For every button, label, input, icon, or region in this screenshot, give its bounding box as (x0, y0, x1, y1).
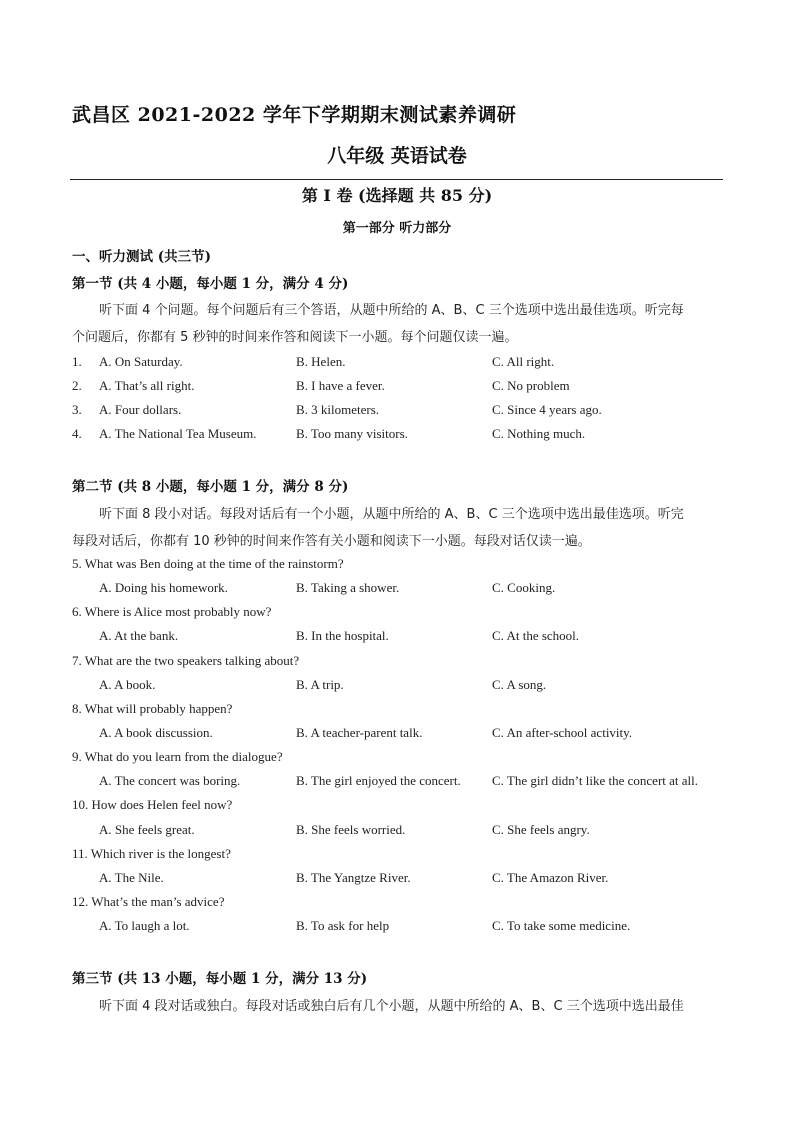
option-b: B. A teacher-parent talk. (296, 725, 423, 740)
exam-title: 武昌区 2021-2022 学年下学期期末测试素养调研 (72, 104, 517, 126)
question-text: 11. Which river is the longest? (72, 846, 231, 861)
title-divider (70, 179, 723, 180)
listening-section-heading: 一、听力测试 (共三节) (72, 249, 211, 265)
item-number: 3. (72, 402, 82, 417)
section1-instructions-line2: 个问题后，你都有 5 秒钟的时间来作答和阅读下一小题。每个问题仅读一遍。 (72, 330, 518, 345)
option-a: A. She feels great. (99, 822, 195, 837)
option-c: C. No problem (492, 378, 570, 393)
section2-instructions-line2: 每段对话后，你都有 10 秒钟的时间来作答有关小题和阅读下一小题。每段对话仅读一遍。 (72, 534, 591, 549)
option-b: B. A trip. (296, 677, 344, 692)
item-number: 4. (72, 426, 82, 441)
option-a: A. The concert was boring. (99, 773, 241, 788)
option-a: A. The Nile. (99, 870, 164, 885)
section1-instructions-line1: 听下面 4 个问题。每个问题后有三个答语，从题中所给的 A、B、C 三个选项中选出最佳选项。听完每 (99, 303, 684, 318)
volume-heading: 第 I 卷 (选择题 共 85 分) (301, 186, 493, 205)
option-b: B. 3 kilometers. (296, 402, 380, 417)
option-b: B. She feels worried. (296, 822, 406, 837)
option-c: C. Cooking. (492, 580, 556, 595)
question-text: 6. Where is Alice most probably now? (72, 604, 272, 619)
section2-instructions-line1: 听下面 8 段小对话。每段对话后有一个小题，从题中所给的 A、B、C 三个选项中选出最佳选项。听完 (99, 507, 684, 522)
option-a: A. A book discussion. (99, 725, 213, 740)
exam-subtitle: 八年级 英语试卷 (327, 145, 467, 167)
question-text: 7. What are the two speakers talking about? (72, 653, 300, 668)
item-number: 1. (72, 354, 82, 369)
option-b: B. Helen. (296, 354, 346, 369)
option-b: B. The Yangtze River. (296, 870, 411, 885)
option-c: C. The girl didn’t like the concert at all. (492, 773, 699, 788)
option-c: C. Since 4 years ago. (492, 402, 602, 417)
question-text: 5. What was Ben doing at the time of the rainstorm? (72, 556, 344, 571)
section1-heading: 第一节 (共 4 小题，每小题 1 分，满分 4 分) (72, 276, 349, 292)
part-heading: 第一部分 听力部分 (342, 221, 452, 236)
option-a: A. A book. (99, 677, 156, 692)
section3-instructions-line1: 听下面 4 段对话或独白。每段对话或独白后有几个小题，从题中所给的 A、B、C 三个选项中选出最佳 (99, 999, 684, 1014)
question-text: 10. How does Helen feel now? (72, 797, 233, 812)
option-a: A. Four dollars. (99, 402, 182, 417)
option-b: B. In the hospital. (296, 628, 389, 643)
option-b: B. The girl enjoyed the concert. (296, 773, 461, 788)
option-a: A. The National Tea Museum. (99, 426, 257, 441)
section2-heading: 第二节 (共 8 小题，每小题 1 分，满分 8 分) (72, 479, 349, 495)
option-b: B. Too many visitors. (296, 426, 408, 441)
question-text: 8. What will probably happen? (72, 701, 233, 716)
option-c: C. An after-school activity. (492, 725, 633, 740)
section3-heading: 第三节 (共 13 小题，每小题 1 分，满分 13 分) (72, 971, 368, 987)
item-number: 2. (72, 378, 82, 393)
option-a: A. At the bank. (99, 628, 179, 643)
question-text: 12. What’s the man’s advice? (72, 894, 225, 909)
option-b: B. Taking a shower. (296, 580, 400, 595)
option-a: A. On Saturday. (99, 354, 183, 369)
option-a: A. That’s all right. (99, 378, 195, 393)
option-c: C. At the school. (492, 628, 580, 643)
option-a: A. To laugh a lot. (99, 918, 190, 933)
option-c: C. All right. (492, 354, 555, 369)
option-c: C. A song. (492, 677, 547, 692)
option-a: A. Doing his homework. (99, 580, 228, 595)
option-b: B. I have a fever. (296, 378, 385, 393)
option-c: C. Nothing much. (492, 426, 586, 441)
option-c: C. She feels angry. (492, 822, 590, 837)
option-c: C. To take some medicine. (492, 918, 631, 933)
option-c: C. The Amazon River. (492, 870, 609, 885)
question-text: 9. What do you learn from the dialogue? (72, 749, 283, 764)
option-b: B. To ask for help (296, 918, 390, 933)
